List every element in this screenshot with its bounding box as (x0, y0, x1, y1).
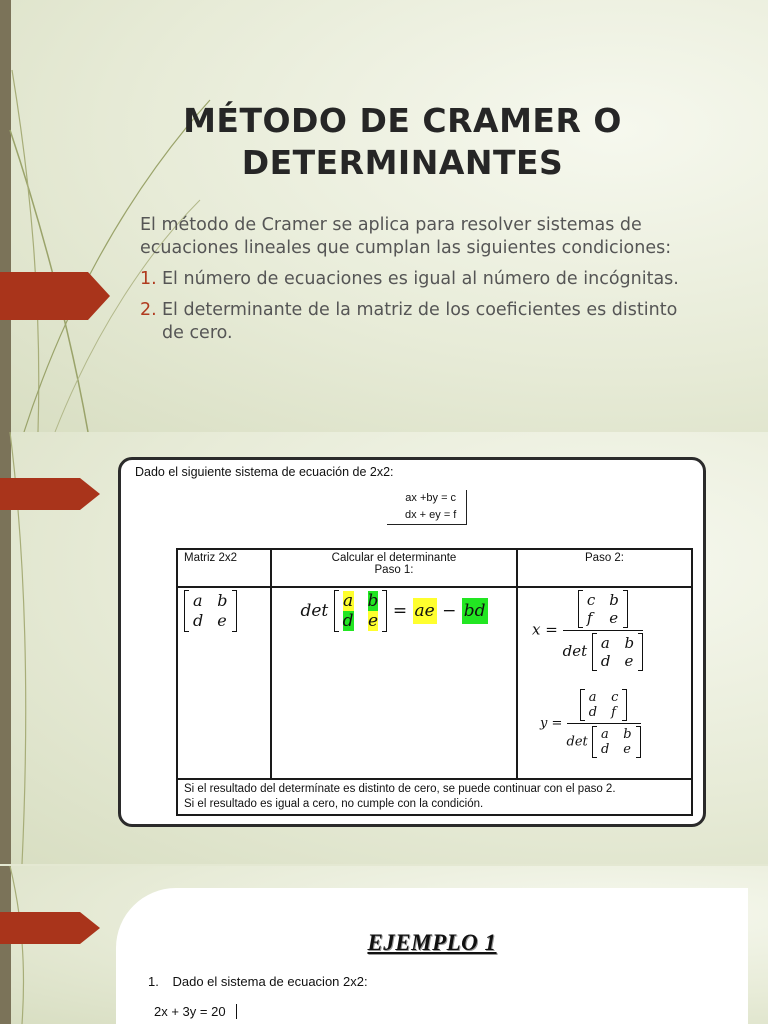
matrix-entry: d (600, 652, 611, 670)
matrix-cell (177, 587, 271, 779)
matrix-entry: e (217, 611, 227, 630)
matrix-entry: d (342, 611, 354, 631)
minus-sign: − (442, 600, 457, 621)
y-denominator (567, 726, 641, 758)
matrix-entry: b (367, 591, 379, 611)
equation-line: ax +by = c (405, 492, 457, 504)
equation-line: dx + ey = f (405, 509, 457, 521)
matrix-entry: b (609, 591, 619, 609)
matrix-entry: a (193, 591, 203, 610)
item-number: 1. (148, 974, 159, 989)
x-denominator (563, 633, 644, 671)
slide-1 (0, 0, 768, 432)
condition-text: El determinante de la matriz de los coeficientes es distinto de cero. (162, 300, 678, 343)
condition-number: 2. (140, 300, 157, 320)
example-equation: 2x + 3y = 20 (154, 1004, 237, 1019)
condition-item (140, 268, 680, 291)
matrix-entry: d (588, 705, 598, 720)
system-intro-text: Dado el siguiente sistema de ecuación de 2x2: (135, 465, 394, 479)
note-line: Si el resultado del determínate es distinto de cero, se puede continuar con el paso 2. (184, 783, 616, 795)
section-arrow-marker (0, 478, 100, 510)
det-label: det (300, 600, 329, 621)
matrix-entry: a (343, 591, 354, 611)
left-accent-bar (0, 0, 11, 432)
matrix-entry: a (588, 690, 597, 705)
product-ae: ae (413, 598, 437, 624)
matrix-entry: a (600, 727, 609, 742)
determinant-formula (300, 591, 487, 631)
section-arrow-marker (0, 272, 110, 320)
cramer-method-panel (118, 457, 706, 827)
example-item (148, 974, 368, 989)
condition-text: El número de ecuaciones es igual al número de incógnitas. (162, 269, 679, 289)
decorative-swoosh (0, 866, 120, 1024)
determinant-cell (271, 587, 517, 779)
note-line: Si el resultado es igual a cero, no cumple con la condición. (184, 798, 484, 810)
table-body-row (177, 587, 692, 779)
condition-item (140, 299, 680, 345)
slide-3 (0, 866, 768, 1024)
matrix-entry: e (623, 742, 631, 757)
item-text: Dado el sistema de ecuacion 2x2: (172, 974, 368, 989)
matrix-entry: c (611, 690, 619, 705)
matrix-entry: a (600, 634, 610, 652)
matrix-entry: e (367, 611, 379, 631)
header-determinant (271, 549, 517, 587)
matrix-entry: b (623, 727, 632, 742)
det-label: det (562, 642, 588, 660)
header-matrix: Matriz 2x2 (177, 549, 271, 587)
determinant-matrix (334, 590, 388, 632)
y-numerator-matrix (580, 689, 628, 721)
matrix-entry: d (600, 742, 610, 757)
product-bd: bd (462, 598, 488, 624)
matrix-entry: d (193, 611, 204, 630)
x-denominator-matrix (592, 633, 643, 671)
equals-sign: = (392, 600, 408, 621)
x-var: x (532, 620, 541, 639)
condition-note (177, 779, 692, 815)
table-footer-row (177, 779, 692, 815)
header-step2: Paso 2: (517, 549, 692, 587)
equals-sign: = (551, 716, 563, 731)
coefficient-matrix (184, 590, 237, 632)
matrix-entry: b (217, 591, 228, 610)
example-title: EJEMPLO 1 (367, 930, 497, 955)
y-var: y (540, 716, 548, 731)
header-determinant-line1: Calcular el determinante (331, 552, 457, 564)
matrix-entry: f (611, 705, 616, 720)
matrix-entry: b (624, 634, 635, 652)
y-denominator-matrix (592, 726, 641, 758)
steps-table (176, 548, 693, 816)
table-header-row (177, 549, 692, 587)
slide-title: MÉTODO DE CRAMER O DETERMINANTES (183, 101, 622, 182)
y-formula (532, 689, 685, 758)
x-numerator-matrix (578, 590, 628, 628)
example-card (116, 888, 748, 1024)
matrix-entry: f (586, 609, 593, 627)
condition-number: 1. (140, 269, 157, 289)
x-formula (532, 590, 685, 671)
step2-cell (517, 587, 692, 779)
matrix-entry: c (586, 591, 596, 609)
equals-sign: = (545, 620, 558, 639)
y-fraction (567, 689, 641, 758)
matrix-entry: e (609, 609, 619, 627)
equation-system (387, 490, 467, 525)
header-step1: Paso 1: (374, 564, 414, 576)
section-arrow-marker (0, 912, 100, 944)
left-accent-bar (0, 866, 11, 1024)
x-fraction (563, 590, 644, 671)
det-label: det (566, 734, 588, 750)
intro-text-block (140, 214, 680, 345)
slide-2 (0, 432, 768, 864)
matrix-entry: e (624, 652, 634, 670)
intro-paragraph: El método de Cramer se aplica para resolver sistemas de ecuaciones lineales que cumplan las siguientes condiciones: (140, 215, 672, 258)
